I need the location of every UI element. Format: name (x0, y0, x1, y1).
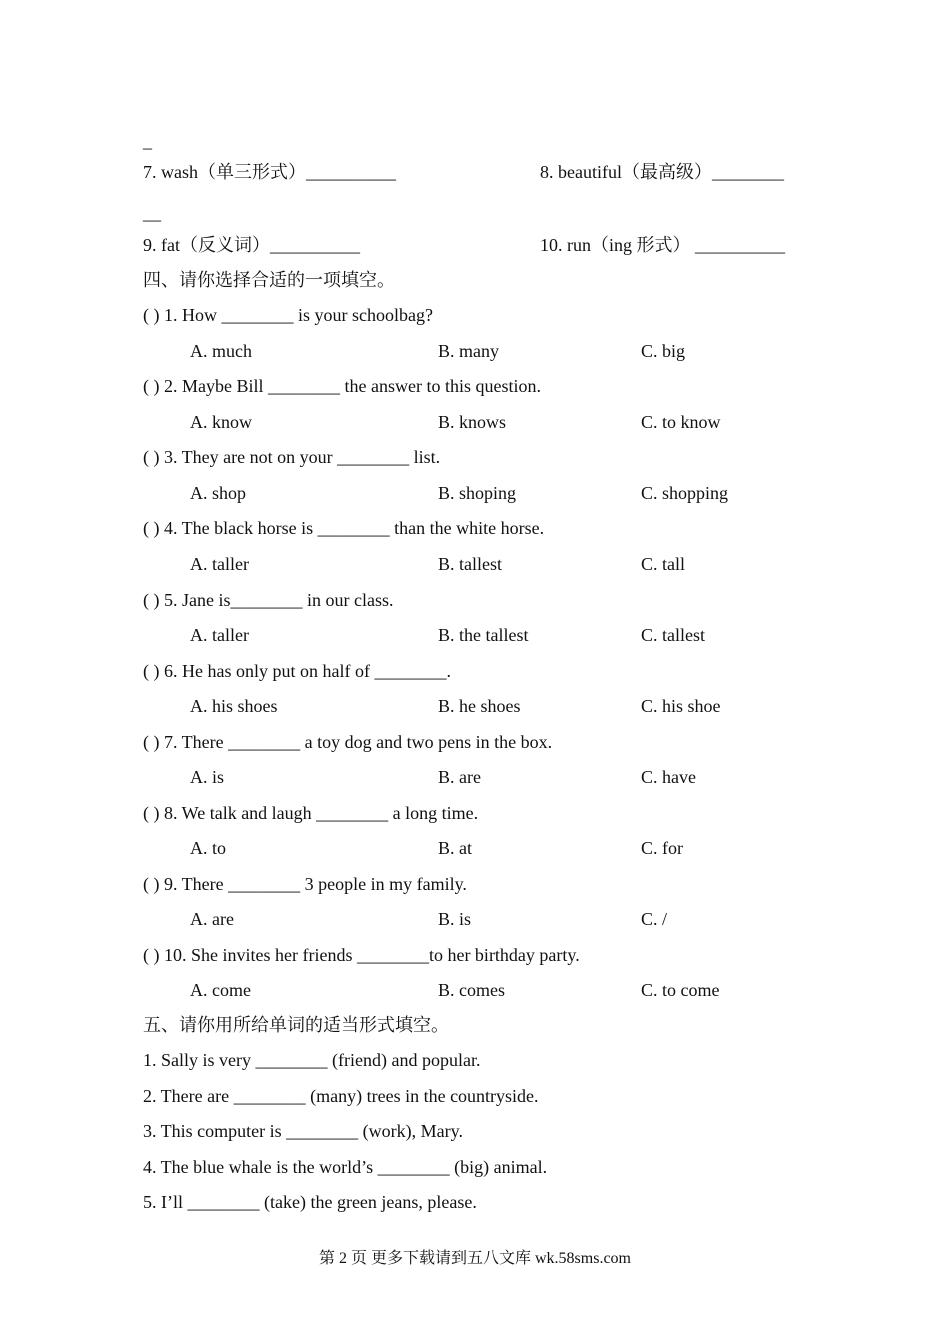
mc-option-b: B. at (438, 838, 472, 858)
mc-option-c: C. to come (641, 980, 720, 1000)
mc-question-7: ( ) 7. There ________ a toy dog and two pens in the box. (143, 732, 553, 752)
mc-option-c: C. his shoe (641, 696, 721, 716)
fill-item-5: 5. I’ll ________ (take) the green jeans, please. (143, 1192, 477, 1212)
question-8: 8. beautiful（最高级）________ (540, 162, 784, 182)
fill-item-4: 4. The blue whale is the world’s ________ (big) animal. (143, 1157, 548, 1177)
mc-option-c: C. for (641, 838, 683, 858)
dash-line-top: _ (143, 131, 152, 151)
mc-option-c: C. big (641, 341, 686, 361)
dash-line-mid: __ (143, 203, 161, 223)
mc-question-6: ( ) 6. He has only put on half of ________. (143, 661, 451, 681)
mc-option-b: B. knows (438, 412, 507, 432)
mc-question-8: ( ) 8. We talk and laugh ________ a long time. (143, 803, 479, 823)
mc-option-a: A. much (190, 341, 252, 361)
question-7: 7. wash（单三形式）__________ (143, 162, 396, 182)
fill-item-1: 1. Sally is very ________ (friend) and popular. (143, 1050, 481, 1070)
mc-option-c: C. / (641, 909, 668, 929)
mc-question-10: ( ) 10. She invites her friends ________to her birthday party. (143, 945, 580, 965)
mc-option-b: B. many (438, 341, 499, 361)
mc-question-5: ( ) 5. Jane is________ in our class. (143, 590, 394, 610)
fill-item-3: 3. This computer is ________ (work), Mary. (143, 1121, 463, 1141)
mc-option-a: A. his shoes (190, 696, 278, 716)
mc-option-a: A. are (190, 909, 234, 929)
mc-option-a: A. to (190, 838, 226, 858)
fill-item-2: 2. There are ________ (many) trees in the countryside. (143, 1086, 539, 1106)
mc-option-a: A. come (190, 980, 251, 1000)
mc-option-a: A. taller (190, 554, 249, 574)
mc-option-b: B. the tallest (438, 625, 529, 645)
section-4-heading: 四、请你选择合适的一项填空。 (143, 270, 395, 290)
mc-option-b: B. he shoes (438, 696, 521, 716)
mc-option-a: A. taller (190, 625, 249, 645)
mc-option-a: A. know (190, 412, 252, 432)
mc-option-c: C. have (641, 767, 696, 787)
mc-option-c: C. tall (641, 554, 685, 574)
mc-question-1: ( ) 1. How ________ is your schoolbag? (143, 305, 433, 325)
mc-option-b: B. tallest (438, 554, 502, 574)
page-footer: 第 2 页 更多下载请到五八文库 wk.58sms.com (318, 1250, 631, 1267)
mc-option-b: B. comes (438, 980, 505, 1000)
mc-question-9: ( ) 9. There ________ 3 people in my family. (143, 874, 467, 894)
mc-option-c: C. to know (641, 412, 721, 432)
mc-option-c: C. shopping (641, 483, 729, 503)
question-9: 9. fat（反义词）__________ (143, 235, 360, 255)
mc-question-4: ( ) 4. The black horse is ________ than the white horse. (143, 518, 545, 538)
mc-option-b: B. are (438, 767, 481, 787)
mc-option-a: A. is (190, 767, 225, 787)
section-5-heading: 五、请你用所给单词的适当形式填空。 (143, 1015, 449, 1035)
mc-question-3: ( ) 3. They are not on your ________ list. (143, 447, 441, 467)
mc-option-b: B. shoping (438, 483, 517, 503)
mc-option-c: C. tallest (641, 625, 705, 645)
mc-option-a: A. shop (190, 483, 247, 503)
mc-option-b: B. is (438, 909, 472, 929)
question-10: 10. run（ing 形式） __________ (540, 235, 785, 255)
mc-question-2: ( ) 2. Maybe Bill ________ the answer to this question. (143, 376, 541, 396)
